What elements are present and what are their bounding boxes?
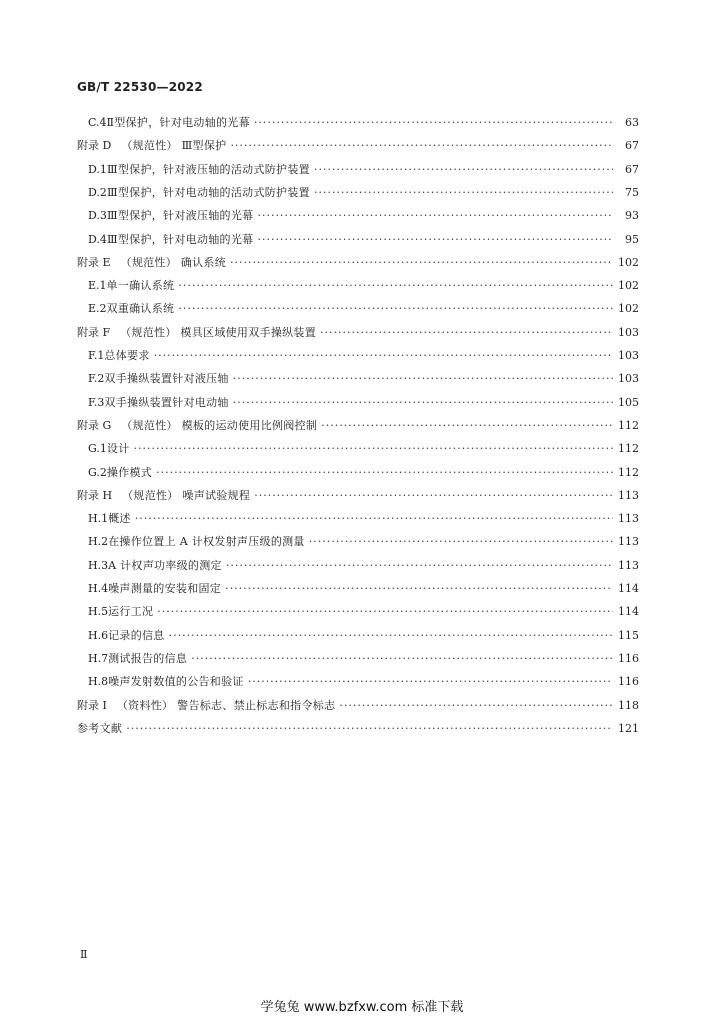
toc-entry-number: H.5 — [88, 605, 109, 619]
toc-entry-page: 112 — [618, 442, 639, 456]
toc-entry[interactable] — [88, 370, 639, 386]
toc-entry-number: D.3 — [88, 209, 107, 223]
toc-entry-page: 112 — [618, 418, 639, 432]
toc-entry-number: E.1 — [88, 279, 107, 293]
toc-entry-number: E.2 — [88, 302, 107, 316]
toc-entry-title: Ⅲ型保护，针对液压轴的光幕 — [106, 209, 254, 223]
toc-leader-dots — [126, 722, 613, 735]
toc-entry-number: H.3 — [88, 558, 109, 572]
toc-entry[interactable] — [77, 137, 639, 153]
toc-entry[interactable] — [88, 673, 639, 689]
toc-leader-dots — [191, 652, 613, 665]
toc-leader-dots — [225, 582, 613, 595]
page-number: Ⅱ — [80, 948, 88, 961]
toc-entry-number: H.7 — [88, 651, 109, 665]
toc-entry[interactable] — [88, 580, 639, 596]
toc-entry-title: 概述 — [108, 512, 131, 526]
toc-entry-title: （规范性） Ⅲ型保护 — [121, 139, 227, 153]
toc-entry-number: C.4 — [88, 116, 107, 129]
toc-entry-number: 附录 H — [77, 488, 113, 502]
toc-leader-dots — [257, 233, 613, 246]
toc-entry-page: 121 — [618, 721, 639, 735]
toc-entry-number: D.2 — [88, 185, 107, 199]
toc-leader-dots — [156, 466, 613, 479]
toc-entry-title: 操作模式 — [106, 465, 153, 479]
toc-entry-page: 115 — [618, 628, 639, 642]
toc-entry-number: G.1 — [88, 442, 107, 456]
toc-entry-title: Ⅲ型保护，针对电动轴的活动式防护装置 — [106, 185, 310, 199]
toc-entry-title: 噪声测量的安装和固定 — [108, 582, 222, 595]
toc-leader-dots — [248, 675, 613, 688]
toc-leader-dots — [309, 535, 613, 548]
toc-entry-title: 双手操纵装置针对液压轴 — [104, 372, 229, 386]
toc-entry[interactable] — [88, 603, 639, 619]
toc-entry-page: 105 — [618, 395, 639, 409]
toc-leader-dots — [321, 419, 613, 432]
toc-entry-title: （规范性） 噪声试验规程 — [122, 488, 251, 502]
toc-entry[interactable] — [88, 300, 639, 316]
toc-entry-page: 102 — [618, 255, 639, 269]
toc-entry-number: F.2 — [88, 372, 105, 386]
toc-leader-dots — [339, 699, 613, 712]
toc-entry-number: G.2 — [88, 465, 107, 479]
toc-entry-title: 双手操纵装置针对电动轴 — [104, 395, 229, 409]
toc-entry-page: 67 — [625, 162, 639, 176]
toc-entry-page: 67 — [625, 139, 639, 153]
toc-entry-number: F.3 — [88, 395, 105, 409]
toc-entry[interactable] — [88, 464, 639, 480]
toc-entry-title: 单一确认系统 — [106, 279, 175, 293]
toc-leader-dots — [230, 139, 613, 152]
toc-entry-title: （规范性） 模板的运动使用比例阀控制 — [121, 418, 318, 432]
toc-entry[interactable] — [88, 650, 639, 666]
toc-leader-dots — [257, 209, 613, 222]
toc-entry[interactable] — [88, 184, 639, 200]
toc-entry[interactable] — [88, 533, 639, 549]
toc-entry-number: H.8 — [88, 675, 109, 689]
toc-leader-dots — [157, 605, 613, 618]
toc-entry-page: 113 — [618, 558, 639, 572]
toc-entry-page: 112 — [618, 465, 639, 479]
toc-entry-title: 参考文献 — [77, 721, 123, 735]
toc-entry[interactable] — [77, 697, 639, 713]
toc-entry[interactable] — [88, 277, 639, 293]
toc-entry-page: 114 — [618, 605, 639, 619]
toc-entry-number: D.1 — [88, 162, 107, 176]
toc-entry-title: 记录的信息 — [108, 628, 165, 642]
toc-entry-number: 附录 I — [77, 698, 107, 712]
toc-leader-dots — [233, 372, 613, 385]
toc-entry-page: 114 — [618, 582, 639, 595]
toc-entry[interactable] — [88, 510, 639, 526]
toc-leader-dots — [135, 512, 613, 525]
toc-leader-dots — [154, 349, 613, 362]
toc-entry-number: 附录 G — [77, 418, 112, 432]
toc-entry[interactable] — [88, 627, 639, 643]
toc-entry-number: F.1 — [88, 349, 105, 362]
toc-entry-title: （资料性） 警告标志、禁止标志和指令标志 — [116, 698, 336, 712]
toc-entry-page: 116 — [618, 651, 639, 665]
toc-entry-title: Ⅲ型保护，针对电动轴的光幕 — [106, 232, 254, 246]
toc-entry[interactable] — [77, 417, 639, 433]
toc-entry-title: 设计 — [106, 442, 130, 456]
toc-entry-number: 附录 F — [77, 325, 111, 339]
toc-entry[interactable] — [77, 487, 639, 503]
standard-number: GB/T 22530—2022 — [77, 80, 203, 94]
toc-entry-page: 102 — [618, 279, 639, 293]
toc-leader-dots — [169, 629, 613, 642]
toc-entry-page: 103 — [618, 325, 639, 339]
toc-entry-title: 总体要求 — [104, 349, 150, 362]
toc-leader-dots — [233, 396, 613, 409]
toc-entry-title: 运行工况 — [108, 605, 154, 619]
toc-entry[interactable] — [88, 231, 639, 247]
toc-entry-number: 附录 E — [77, 255, 111, 269]
toc-entry-page: 116 — [618, 675, 639, 689]
toc-entry-page: 95 — [625, 232, 639, 246]
toc-entry[interactable] — [88, 440, 639, 456]
toc-entry-number: H.2 — [88, 535, 109, 549]
toc-leader-dots — [226, 559, 613, 572]
toc-entry-title: （规范性） 模具区域使用双手操纵装置 — [120, 325, 317, 339]
toc-leader-dots — [314, 163, 613, 176]
toc-entry-page: 103 — [618, 349, 639, 362]
toc-entry-number: H.1 — [88, 512, 109, 526]
toc-entry-title: （规范性） 确认系统 — [120, 255, 227, 269]
toc-entry-title: 测试报告的信息 — [108, 651, 188, 665]
toc-leader-dots — [230, 256, 613, 269]
toc-entry-page: 75 — [625, 185, 639, 199]
toc-entry-title: A 计权声功率级的测定 — [108, 558, 222, 572]
toc-entry[interactable] — [77, 254, 639, 270]
toc-entry-page: 118 — [618, 698, 639, 712]
toc-entry-page: 113 — [618, 535, 639, 549]
toc-entry-page: 113 — [618, 512, 639, 526]
toc-leader-dots — [178, 302, 613, 315]
toc-entry[interactable] — [77, 324, 639, 340]
toc-entry-page: 103 — [618, 372, 639, 386]
toc-entry[interactable] — [88, 557, 639, 573]
toc-entry[interactable] — [88, 114, 639, 130]
toc-entry-number: D.4 — [88, 232, 107, 246]
toc-entry-page: 102 — [618, 302, 639, 316]
toc-entry-title: Ⅲ型保护，针对液压轴的活动式防护装置 — [106, 162, 310, 176]
toc-entry-page: 63 — [625, 116, 639, 129]
toc-leader-dots — [254, 116, 613, 129]
toc-entry-page: 113 — [618, 488, 639, 502]
toc-entry-title: 噪声发射数值的公告和验证 — [108, 675, 244, 689]
toc-entry-title: 在操作位置上 A 计权发射声压级的测量 — [108, 535, 305, 549]
toc-entry-title: 双重确认系统 — [106, 302, 175, 316]
watermark-text: 学兔兔 www.bzfxw.com 标准下载 — [260, 1000, 464, 1015]
toc-entry-number: H.6 — [88, 628, 109, 642]
toc-entry-title: Ⅱ型保护，针对电动轴的光幕 — [106, 116, 250, 129]
toc-leader-dots — [254, 489, 613, 502]
toc-leader-dots — [178, 279, 613, 292]
toc-entry-page: 93 — [625, 209, 639, 223]
toc-leader-dots — [320, 326, 613, 339]
toc-entry[interactable] — [77, 720, 639, 736]
toc-entry-number: H.4 — [88, 582, 109, 595]
toc-leader-dots — [314, 186, 613, 199]
toc-entry[interactable] — [88, 207, 639, 223]
toc-entry[interactable] — [88, 347, 639, 363]
toc-entry-number: 附录 D — [77, 139, 112, 153]
toc-entry[interactable] — [88, 394, 639, 410]
toc-entry[interactable] — [88, 161, 639, 177]
toc-leader-dots — [134, 442, 614, 455]
